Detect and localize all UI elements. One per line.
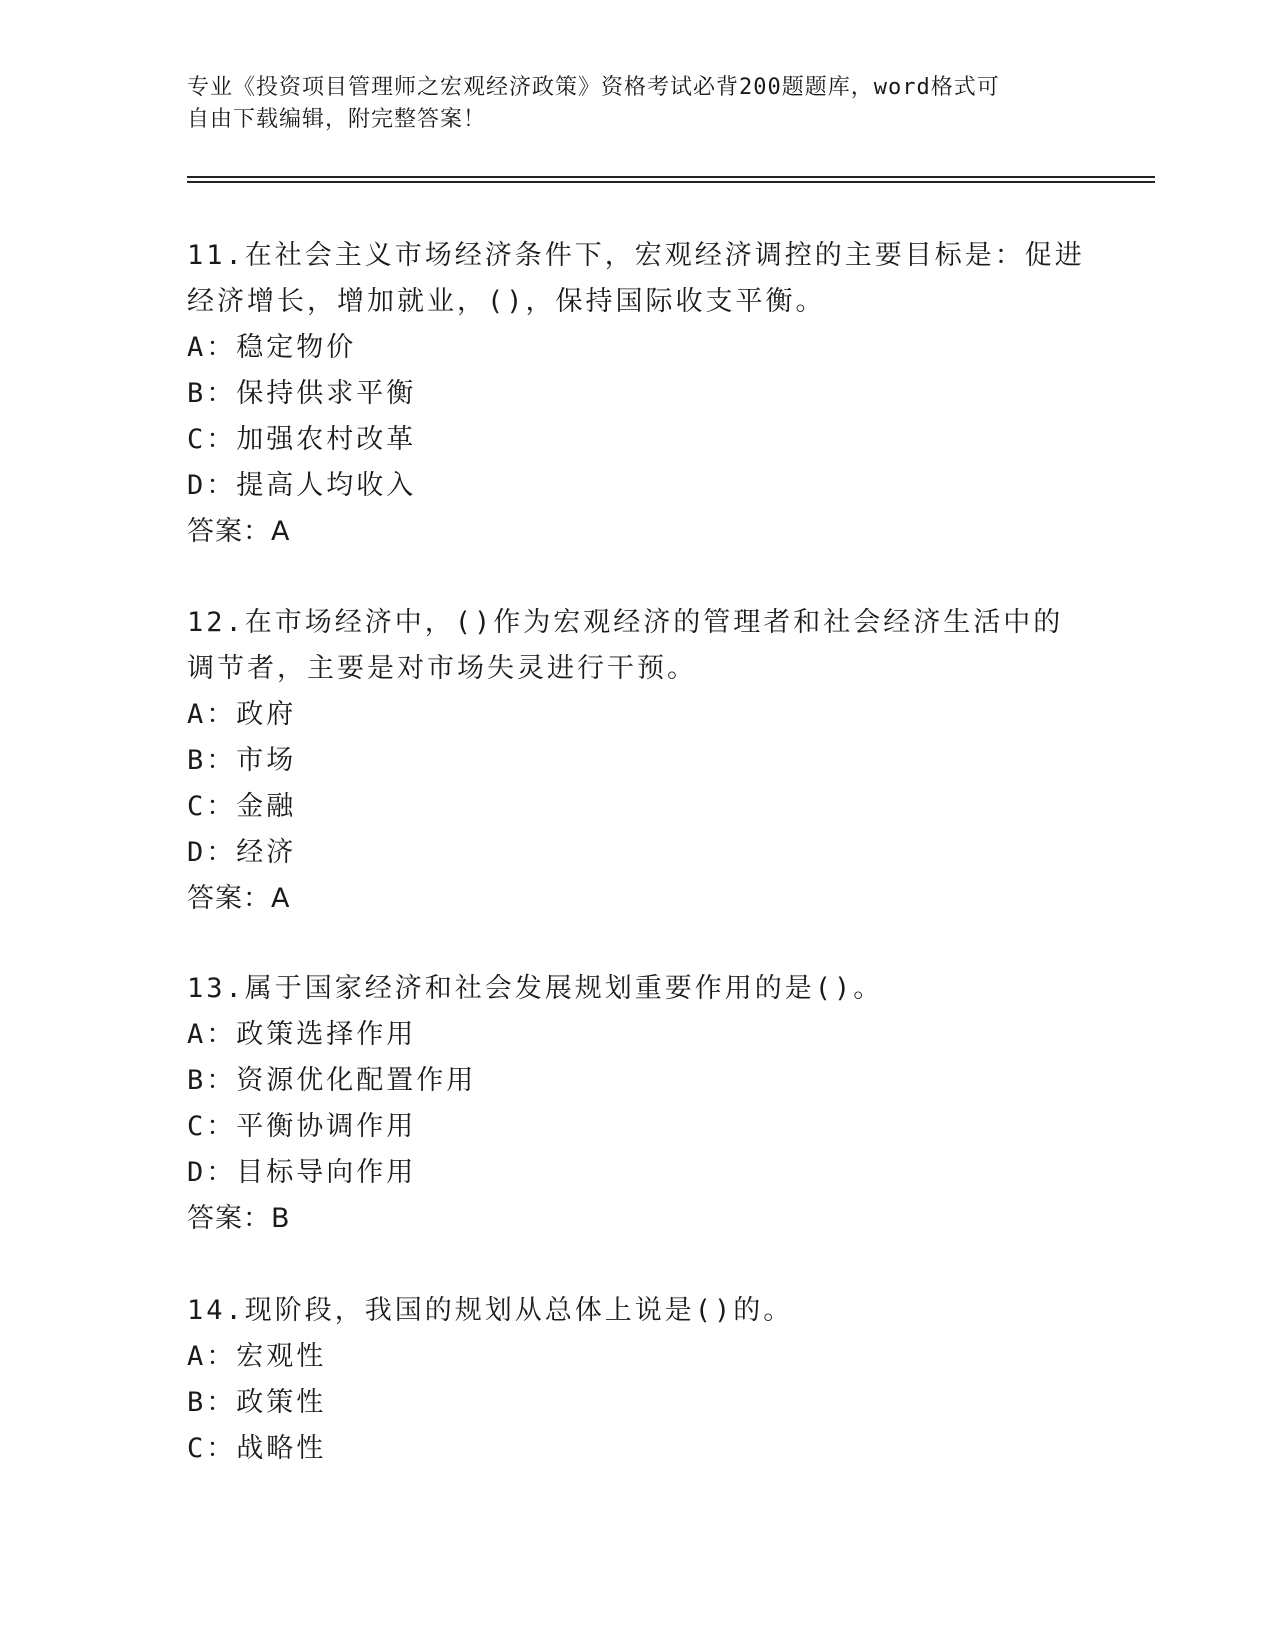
option-d: D：提高人均收入 xyxy=(187,470,417,501)
option-b: B：市场 xyxy=(187,745,297,776)
option-c: C：加强农村改革 xyxy=(187,424,417,455)
option-c: C：金融 xyxy=(187,791,297,822)
option-a: A：稳定物价 xyxy=(187,332,357,363)
question-stem: 13.属于国家经济和社会发展规划重要作用的是()。 xyxy=(187,973,884,1004)
option-a: A：政府 xyxy=(187,699,297,730)
answer-line: 答案：B xyxy=(187,1203,291,1234)
header-line-1: 专业《投资项目管理师之宏观经济政策》资格考试必背200题题库，word格式可 xyxy=(187,75,1000,100)
option-d: D：目标导向作用 xyxy=(187,1157,417,1188)
question-11 xyxy=(187,233,1087,555)
question-13 xyxy=(187,966,1087,1242)
header-divider-bottom xyxy=(187,181,1155,183)
option-b: B：政策性 xyxy=(187,1387,327,1418)
question-14 xyxy=(187,1288,1087,1472)
option-c: C：平衡协调作用 xyxy=(187,1111,417,1142)
answer-line: 答案：A xyxy=(187,516,291,547)
question-stem: 11.在社会主义市场经济条件下，宏观经济调控的主要目标是：促进经济增长，增加就业，()，保持国际收支平衡。 xyxy=(187,240,1085,317)
question-stem: 14.现阶段，我国的规划从总体上说是()的。 xyxy=(187,1295,794,1326)
option-b: B：保持供求平衡 xyxy=(187,378,417,409)
header-divider-top xyxy=(187,176,1155,178)
answer-line: 答案：A xyxy=(187,883,291,914)
option-c: C：战略性 xyxy=(187,1433,327,1464)
option-a: A：宏观性 xyxy=(187,1341,327,1372)
question-12 xyxy=(187,600,1087,922)
header-line-2: 自由下载编辑，附完整答案！ xyxy=(187,107,487,132)
option-a: A：政策选择作用 xyxy=(187,1019,417,1050)
document-header xyxy=(187,72,1087,136)
question-stem: 12.在市场经济中，()作为宏观经济的管理者和社会经济生活中的调节者，主要是对市场失灵进行干预。 xyxy=(187,607,1064,684)
option-d: D：经济 xyxy=(187,837,297,868)
option-b: B：资源优化配置作用 xyxy=(187,1065,477,1096)
